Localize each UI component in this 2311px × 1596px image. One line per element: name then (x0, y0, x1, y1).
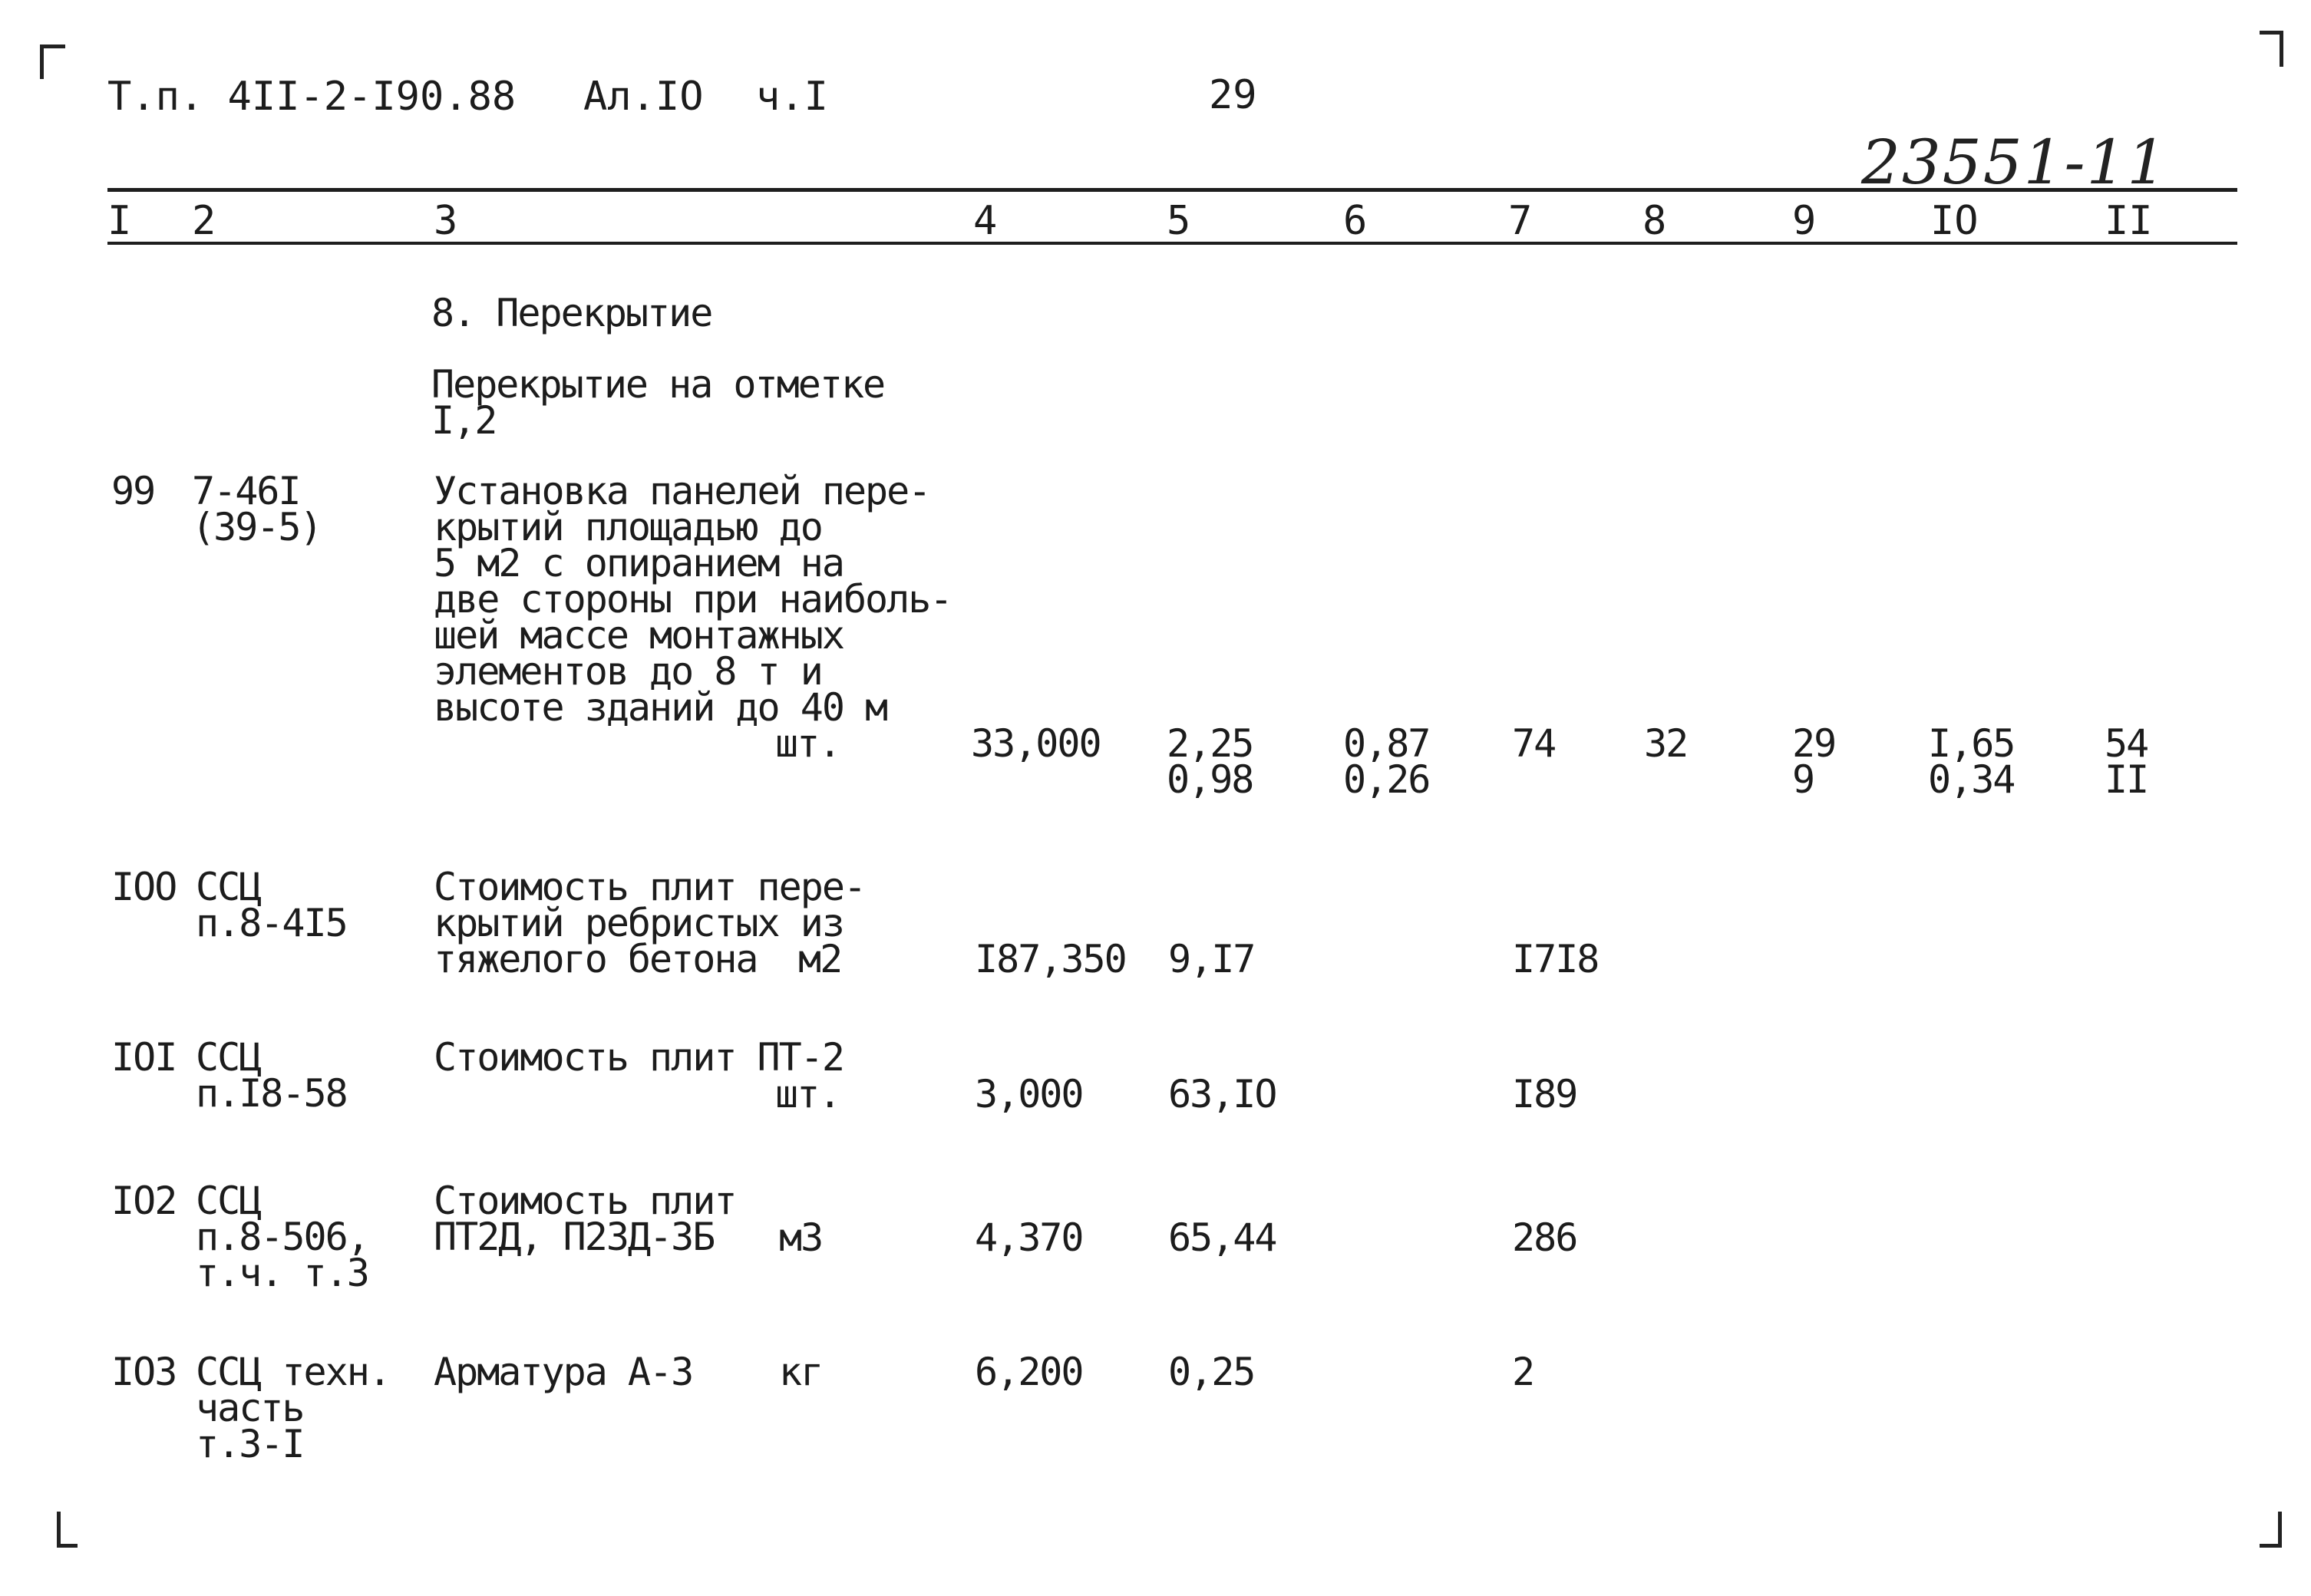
row-col-9: 29 9 (1792, 721, 1836, 802)
row-number: 99 (111, 469, 155, 513)
row-code: 7-46I (39-5) (192, 469, 322, 549)
row-description: Стоимость плит пере- крытий ребристых из тяжелого бетона (434, 865, 866, 981)
row-unit: шт. (775, 721, 840, 766)
corner-mark-bottom-left (57, 1512, 78, 1548)
corner-mark-top-left (40, 45, 65, 79)
column-number: 4 (973, 198, 998, 244)
album-number: Ал.IO (583, 74, 704, 120)
row-unit: м3 (779, 1215, 823, 1260)
row-unit: шт. (775, 1072, 840, 1116)
row-number: IOI (111, 1035, 177, 1080)
row-number: IO2 (111, 1179, 177, 1223)
handwritten-inventory-number: 23551-11 (1861, 127, 2168, 198)
row-quantity: 6,200 (975, 1350, 1083, 1394)
subsection-title: Перекрытие на отметке I,2 (431, 362, 885, 443)
row-col-7: I7I8 (1512, 937, 1599, 981)
row-col-7: 74 (1512, 721, 1556, 766)
row-quantity: I87,350 (975, 937, 1126, 981)
row-col-5: 2,25 0,98 (1167, 721, 1253, 802)
column-number: 5 (1167, 198, 1191, 244)
column-number: 9 (1792, 198, 1817, 244)
row-col-5: 63,IO (1168, 1072, 1276, 1116)
section-title: 8. Перекрытие (431, 291, 712, 335)
row-col-7: 286 (1512, 1215, 1577, 1260)
row-col-10: I,65 0,34 (1928, 721, 2015, 802)
column-number: 3 (434, 198, 458, 244)
row-number: IOO (111, 865, 177, 909)
row-col-6: 0,87 0,26 (1343, 721, 1430, 802)
corner-mark-top-right (2260, 31, 2283, 67)
row-quantity: 33,000 (971, 721, 1101, 766)
column-number: IO (1930, 198, 1979, 244)
column-number: I (107, 198, 132, 244)
row-col-8: 32 (1644, 721, 1688, 766)
row-col-5: 0,25 (1168, 1350, 1255, 1394)
row-col-7: I89 (1512, 1072, 1577, 1116)
row-code: ССЦ п.8-4I5 (196, 865, 347, 945)
row-description: Установка панелей пере- крытий площадью до 5 м2 с опиранием на две стороны при наиболь- шей массе монтажных элементов до 8 т и высоте зданий до 40 м (434, 469, 952, 730)
row-quantity: 3,000 (975, 1072, 1083, 1116)
document-designation: Т.п. 4II-2-I90.88 (107, 74, 517, 120)
row-unit: кг (779, 1350, 823, 1394)
row-code: ССЦ п.8-506, т.ч. т.3 (196, 1179, 368, 1295)
header-top-rule (107, 188, 2237, 192)
column-number: 2 (192, 198, 216, 244)
row-col-5: 65,44 (1168, 1215, 1276, 1260)
row-code: ССЦ п.I8-58 (196, 1035, 347, 1116)
row-description: Стоимость плит ПТ2Д, П23Д-3Б (434, 1179, 736, 1259)
row-col-5: 9,I7 (1168, 937, 1255, 981)
page-number: 29 (1209, 72, 1257, 118)
row-col-7: 2 (1512, 1350, 1534, 1394)
row-number: IO3 (111, 1350, 177, 1394)
column-number: 8 (1642, 198, 1667, 244)
column-number: 6 (1343, 198, 1368, 244)
corner-mark-bottom-right (2260, 1512, 2282, 1548)
column-number: II (2105, 198, 2153, 244)
row-description: Стоимость плит ПТ-2 (434, 1035, 844, 1080)
row-code: ССЦ техн. часть т.3-I (196, 1350, 390, 1466)
row-col-11: 54 II (2105, 721, 2148, 802)
row-quantity: 4,370 (975, 1215, 1083, 1260)
part-number: ч.I (756, 74, 828, 120)
column-number: 7 (1508, 198, 1533, 244)
row-unit: м2 (798, 937, 842, 981)
row-description: Арматура А-3 (434, 1350, 693, 1394)
